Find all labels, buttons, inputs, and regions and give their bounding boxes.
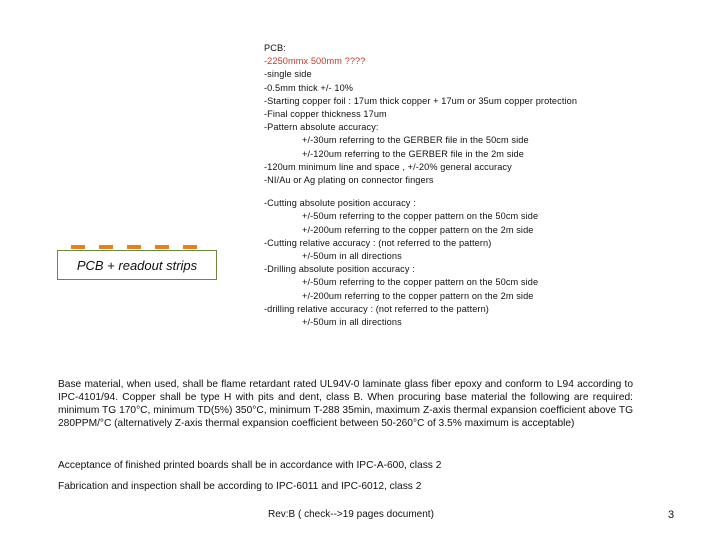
- spec-line: +/-50um referring to the copper pattern on the 50cm side: [302, 277, 539, 288]
- base-material-paragraph: Base material, when used, shall be flame retardant rated UL94V-0 laminate glass fiber epoxy and conform to L94 according to IPC-4101/94. Copper shall be type H with pits and dent, class B. When procuring base material the following are required: minimum TG 170°C, minimum TD(5%) 350°C, minimum T-288 35min, maximum Z-axis thermal expansion coefficient above TG 280PPM/°C (alternatively Z-axis thermal expansion coefficient between 50-260°C of 3.5% maximum is acceptable): [58, 379, 633, 429]
- spec-line: -Cutting relative accuracy : (not referred to the pattern): [264, 237, 492, 248]
- revision-footer: Rev:B ( check-->19 pages document): [268, 509, 434, 520]
- spec-line: -Cutting absolute position accuracy :: [264, 198, 416, 209]
- readout-strip: [183, 245, 197, 249]
- spec-line: -120um minimum line and space , +/-20% general accuracy: [264, 161, 512, 172]
- spec-line: -Pattern absolute accuracy:: [264, 122, 379, 133]
- spec-line: +/-30um referring to the GERBER file in the 50cm side: [302, 135, 529, 146]
- pcb-spec-list: [264, 42, 704, 187]
- spec-line: -NI/Au or Ag plating on connector fingers: [264, 175, 434, 186]
- spec-line: -drilling relative accuracy : (not referred to the pattern): [264, 303, 489, 314]
- readout-strip: [155, 245, 169, 249]
- pcb-spec-block: [264, 42, 704, 329]
- fabrication-paragraph: Fabrication and inspection shall be according to IPC-6011 and IPC-6012, class 2: [58, 481, 422, 492]
- readout-strip: [71, 245, 85, 249]
- spec-line: -2250mmx 500mm ????: [264, 56, 366, 67]
- spec-line: +/-200um referring to the copper pattern on the 2m side: [302, 290, 534, 301]
- spec-line: +/-50um in all directions: [302, 317, 402, 328]
- spec-line: -Final copper thickness 17um: [264, 109, 387, 120]
- spec-line: +/-50um referring to the copper pattern on the 50cm side: [302, 211, 539, 222]
- spec-line: -0.5mm thick +/- 10%: [264, 82, 354, 93]
- accuracy-spec-list: [264, 197, 704, 329]
- spec-line: +/-50um in all directions: [302, 251, 402, 262]
- spec-line: +/-120um referring to the GERBER file in the 2m side: [302, 148, 524, 159]
- pcb-diagram-box: [57, 250, 217, 280]
- page-number: 3: [668, 509, 675, 521]
- spec-line: -single side: [264, 69, 312, 80]
- pcb-label: PCB + readout strips: [76, 257, 198, 273]
- spec-gap: [264, 187, 704, 197]
- acceptance-paragraph: Acceptance of finished printed boards shall be in accordance with IPC-A-600, class 2: [58, 460, 442, 471]
- readout-strip: [99, 245, 113, 249]
- readout-strips: [71, 245, 216, 249]
- spec-line: -Drilling absolute position accuracy :: [264, 264, 415, 275]
- readout-strip: [127, 245, 141, 249]
- spec-line: -Starting copper foil : 17um thick copper + 17um or 35um copper protection: [264, 95, 578, 106]
- spec-line: +/-200um referring to the copper pattern on the 2m side: [302, 224, 534, 235]
- spec-line: PCB:: [264, 43, 286, 53]
